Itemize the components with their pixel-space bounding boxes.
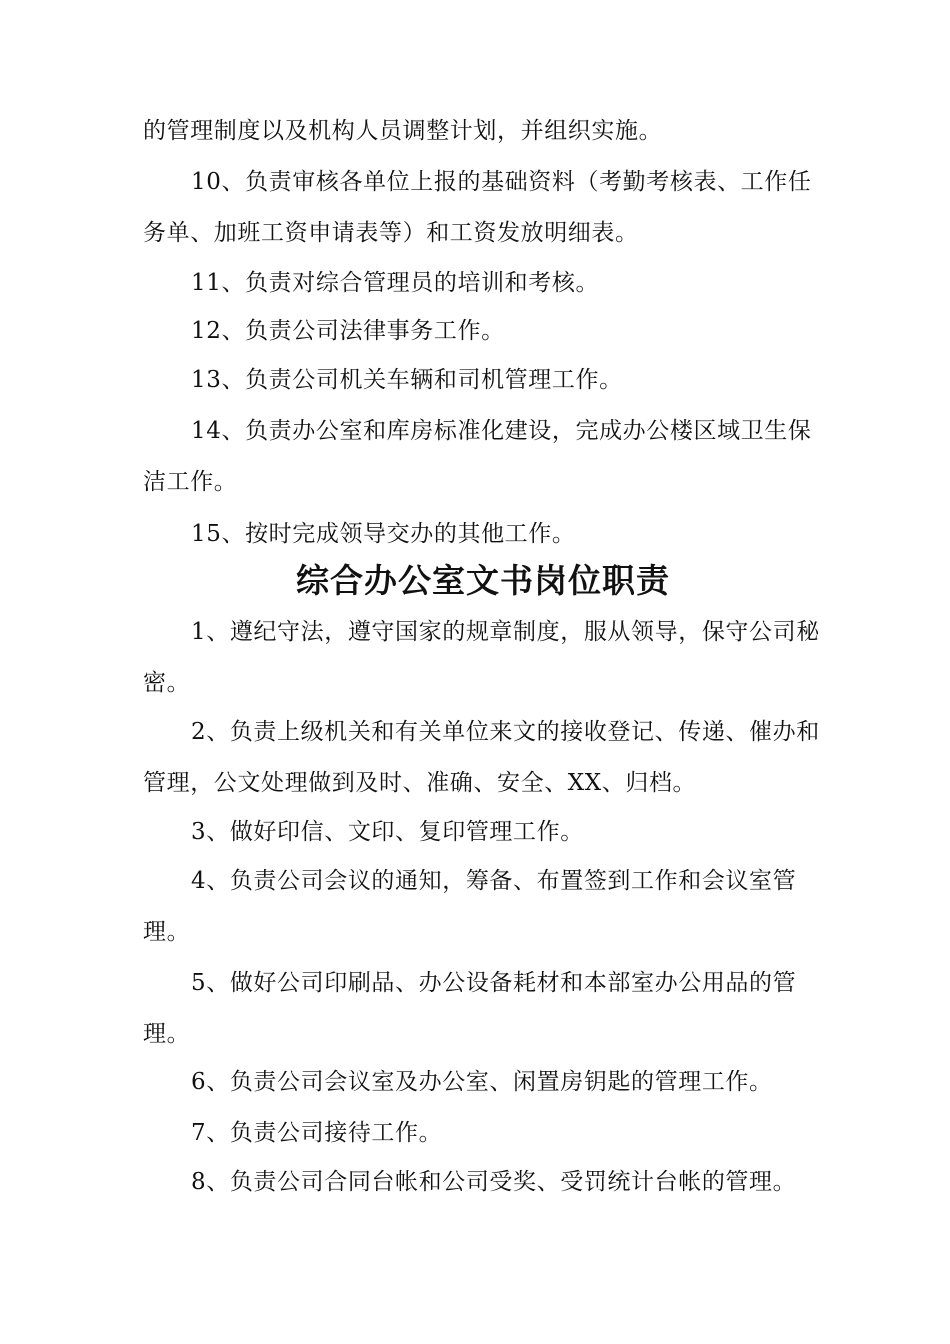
paragraph-item-11: 11、负责对综合管理员的培训和考核。 <box>191 270 600 296</box>
paragraph-item-15: 15、按时完成领导交办的其他工作。 <box>191 521 576 547</box>
paragraph-item-12: 12、负责公司法律事务工作。 <box>191 318 505 344</box>
duty-item-7: 7、负责公司接待工作。 <box>191 1120 443 1146</box>
paragraph-continuation: 的管理制度以及机构人员调整计划，并组织实施。 <box>143 118 663 144</box>
duty-item-1: 1、遵纪守法，遵守国家的规章制度，服从领导，保守公司秘密。 <box>143 619 820 696</box>
duty-item-2: 2、负责上级机关和有关单位来文的接收登记、传递、催办和管理，公文处理做到及时、准确、安全、XX、归档。 <box>143 719 820 796</box>
duty-item-6: 6、负责公司会议室及办公室、闲置房钥匙的管理工作。 <box>191 1069 773 1095</box>
paragraph-item-14: 14、负责办公室和库房标准化建设，完成办公楼区域卫生保洁工作。 <box>143 418 812 495</box>
duty-item-4: 4、负责公司会议的通知，筹备、布置签到工作和会议室管理。 <box>143 868 797 945</box>
duty-item-3: 3、做好印信、文印、复印管理工作。 <box>191 819 584 845</box>
duty-item-8: 8、负责公司合同台帐和公司受奖、受罚统计台帐的管理。 <box>191 1169 797 1195</box>
duty-item-5: 5、做好公司印刷品、办公设备耗材和本部室办公用品的管理。 <box>143 970 797 1047</box>
paragraph-item-13: 13、负责公司机关车辆和司机管理工作。 <box>191 367 623 393</box>
paragraph-item-10: 10、负责审核各单位上报的基础资料（考勤考核表、工作任务单、加班工资申请表等）和工资发放明细表。 <box>143 169 812 246</box>
section-title: 综合办公室文书岗位职责 <box>296 561 670 600</box>
